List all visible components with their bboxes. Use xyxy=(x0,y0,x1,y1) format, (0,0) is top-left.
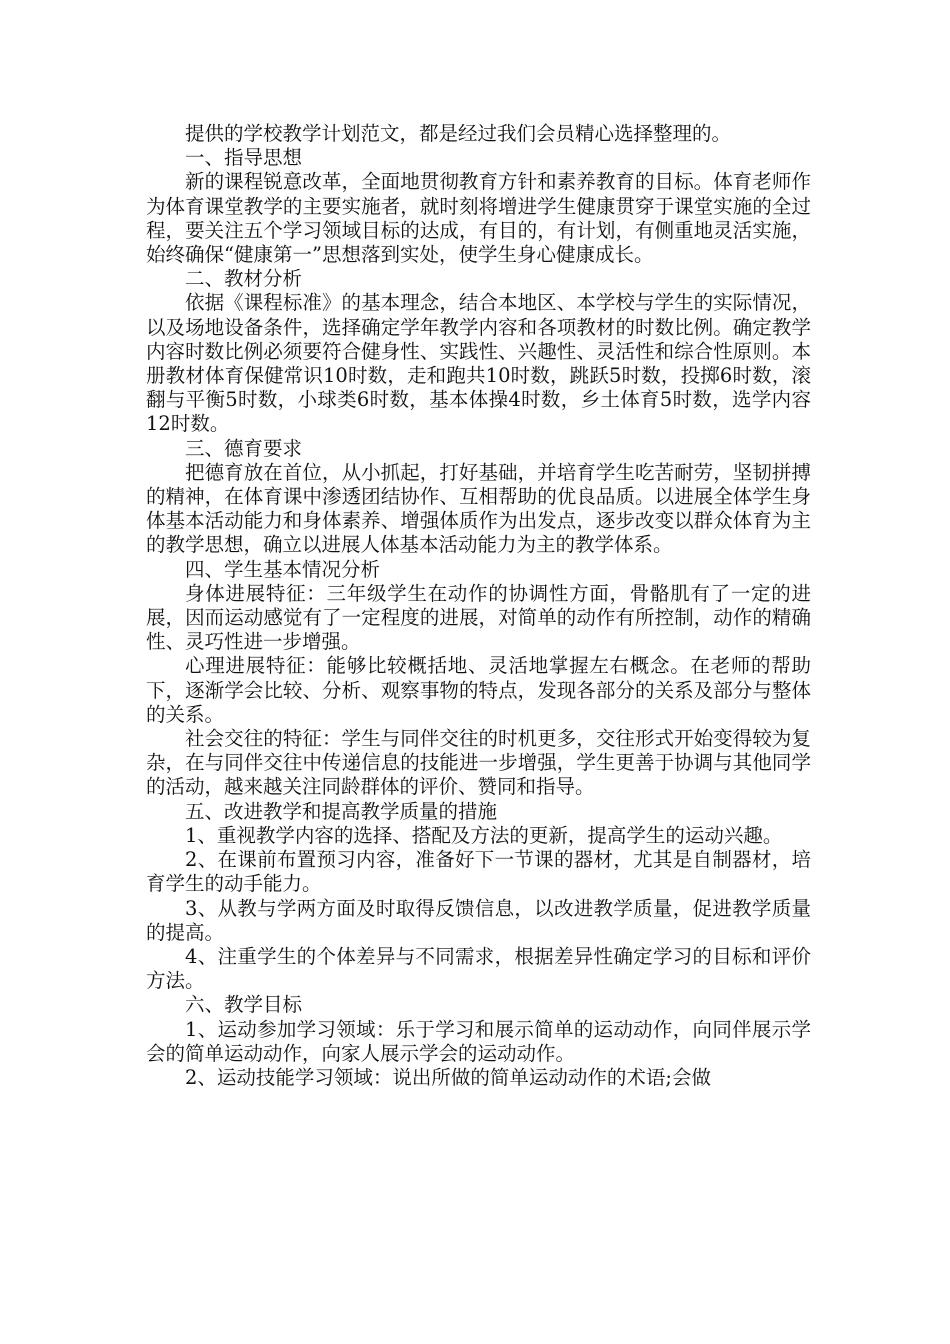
paragraph-textbook-analysis: 依据《课程标准》的基本理念，结合本地区、本学校与学生的实际情况，以及场地设备条件，选择确定学年教学内容和各项教材的时数比例。确定教学内容时数比例必须要符合健身性、实践性、兴趣性、灵活性和综合性原则。本册教材体育保健常识10时数，走和跑共10时数，跳跃5时数，投掷6时数，滚翻与平衡5时数，小球类6时数，基本体操4时数，乡土体育5时数，选学内容12时数。 xyxy=(146,291,811,436)
list-item-goal-1: 1、运动参加学习领域：乐于学习和展示简单的运动动作，向同伴展示学会的简单运动动作，向家人展示学会的运动动作。 xyxy=(146,1017,811,1065)
section-heading-textbook-analysis: 二、教材分析 xyxy=(185,267,303,291)
paragraph-physical-development: 身体进展特征：三年级学生在动作的协调性方面，骨骼肌有了一定的进展，因而运动感觉有了一定程度的进展，对简单的动作有所控制，动作的精确性、灵巧性进一步增强。 xyxy=(146,581,811,654)
section-heading-moral-education: 三、德育要求 xyxy=(185,436,303,460)
list-item-measure-1: 1、重视教学内容的选择、搭配及方法的更新，提高学生的运动兴趣。 xyxy=(185,823,783,847)
intro-paragraph: 提供的学校教学计划范文，都是经过我们会员精心选择整理的。 xyxy=(185,122,732,145)
list-item-goal-2: 2、运动技能学习领域：说出所做的简单运动动作的术语;会做 xyxy=(185,1065,711,1089)
paragraph-social-interaction: 社会交往的特征：学生与同伴交往的时机更多，交往形式开始变得较为复杂，在与同伴交往中传递信息的技能进一步增强，学生更善于协调与其他同学的活动，越来越关注同龄群体的评价、赞同和指导。 xyxy=(146,727,811,799)
section-heading-student-analysis: 四、学生基本情况分析 xyxy=(185,557,381,581)
document-body xyxy=(146,122,811,1090)
list-item-measure-2: 2、在课前布置预习内容，准备好下一节课的器材，尤其是自制器材，培育学生的动手能力。 xyxy=(146,848,811,896)
section-heading-teaching-measures: 五、改进教学和提高教学质量的措施 xyxy=(185,799,498,823)
section-heading-teaching-goals: 六、教学目标 xyxy=(185,993,303,1017)
paragraph-guiding-ideology: 新的课程锐意改革，全面地贯彻教育方针和素养教育的目标。体育老师作为体育课堂教学的主要实施者，就时刻将增进学生健康贯穿于课堂实施的全过程，要关注五个学习领域目标的达成，有目的，有计划，有侧重地灵活实施，始终确保“健康第一”思想落到实处，使学生身心健康成长。 xyxy=(146,170,811,267)
list-item-measure-4: 4、注重学生的个体差异与不同需求，根据差异性确定学习的目标和评价方法。 xyxy=(146,944,811,993)
paragraph-psychological-development: 心理进展特征：能够比较概括地、灵活地掌握左右概念。在老师的帮助下，逐渐学会比较、分析、观察事物的特点，发现各部分的关系及部分与整体的关系。 xyxy=(146,654,811,726)
section-heading-guiding-ideology: 一、指导思想 xyxy=(185,146,303,170)
paragraph-moral-education: 把德育放在首位，从小抓起，打好基础，并培育学生吃苦耐劳，坚韧拼搏的精神，在体育课中渗透团结协作、互相帮助的优良品质。以进展全体学生身体基本活动能力和身体素养、增强体质作为出发点，逐步改变以群众体育为主的教学思想，确立以进展人体基本活动能力为主的教学体系。 xyxy=(146,460,811,557)
list-item-measure-3: 3、从教与学两方面及时取得反馈信息，以改进教学质量，促进教学质量的提高。 xyxy=(146,896,811,944)
